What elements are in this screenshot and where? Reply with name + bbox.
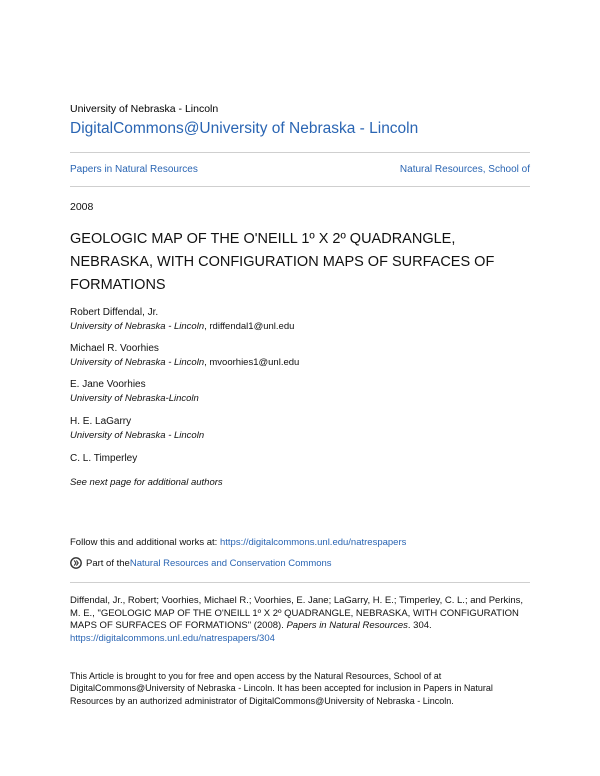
access-statement: This Article is brought to you for free and open access by the Natural Resources, School of at DigitalCommons@University of Nebraska - Lincoln. It has been accepted for inclusion in Papers in Natural Resources by an authorized administrator of DigitalCommons@University of Nebraska - Lincoln. xyxy=(70,671,493,706)
collection-url-link[interactable]: https://digitalcommons.unl.edu/natrespapers xyxy=(219,537,407,548)
follow-prefix: Follow this and additional works at: xyxy=(70,537,220,548)
institution-name: University of Nebraska - Lincoln xyxy=(70,103,219,115)
publication-year: 2008 xyxy=(70,201,94,213)
divider xyxy=(70,186,530,187)
citation-text: Diffendal, Jr., Robert; Voorhies, Michael R.; Voorhies, E. Jane; LaGarry, H. E.; Timperley, C. L.; and Perkins, M. E., "GEOLOGIC MAP OF THE O'NEILL 1º X 2º QUADRANGLE, NEBRASKA, WITH CONFIGURATION MAPS OF SURFACES OF FORMATIONS" (2008). xyxy=(70,595,524,632)
citation-url-link[interactable]: https://digitalcommons.unl.edu/natrespapers/304 xyxy=(70,632,275,644)
affiliation-text: University of Nebraska - Lincoln xyxy=(70,430,205,441)
commons-link[interactable]: Natural Resources and Conservation Commons xyxy=(129,557,332,569)
recommended-citation xyxy=(70,595,530,645)
citation-suffix: . 304. xyxy=(407,620,432,632)
follow-line xyxy=(70,537,406,548)
creative-commons-icon xyxy=(70,557,82,569)
divider xyxy=(70,582,530,583)
author-name: Robert Diffendal, Jr. xyxy=(70,307,159,318)
author-name: E. Jane Voorhies xyxy=(70,379,146,390)
citation-journal: Papers in Natural Resources xyxy=(286,620,408,632)
author-affiliation xyxy=(70,430,204,441)
part-of-line xyxy=(70,557,332,569)
author-name: C. L. Timperley xyxy=(70,453,138,464)
author-email: , rdiffendal1@unl.edu xyxy=(204,321,295,332)
affiliation-text: University of Nebraska - Lincoln xyxy=(70,321,205,332)
affiliation-text: University of Nebraska-Lincoln xyxy=(70,393,199,404)
additional-authors-note: See next page for additional authors xyxy=(70,477,223,488)
repository-link[interactable]: DigitalCommons@University of Nebraska - Lincoln xyxy=(70,120,419,137)
affiliation-text: University of Nebraska - Lincoln xyxy=(70,357,205,368)
article-title: GEOLOGIC MAP OF THE O'NEILL 1º X 2º QUADRANGLE, NEBRASKA, WITH CONFIGURATION MAPS OF SURFACES OF FORMATIONS xyxy=(70,231,495,293)
author-name: Michael R. Voorhies xyxy=(70,343,159,354)
author-affiliation xyxy=(70,321,294,332)
department-link[interactable]: Natural Resources, School of xyxy=(399,164,530,175)
author-affiliation xyxy=(70,357,299,368)
author-email: , mvoorhies1@unl.edu xyxy=(204,357,300,368)
author-affiliation xyxy=(70,393,199,404)
author-name: H. E. LaGarry xyxy=(70,416,132,427)
collection-link[interactable]: Papers in Natural Resources xyxy=(70,164,198,175)
divider xyxy=(70,152,530,153)
part-of-prefix: Part of the xyxy=(86,557,130,569)
